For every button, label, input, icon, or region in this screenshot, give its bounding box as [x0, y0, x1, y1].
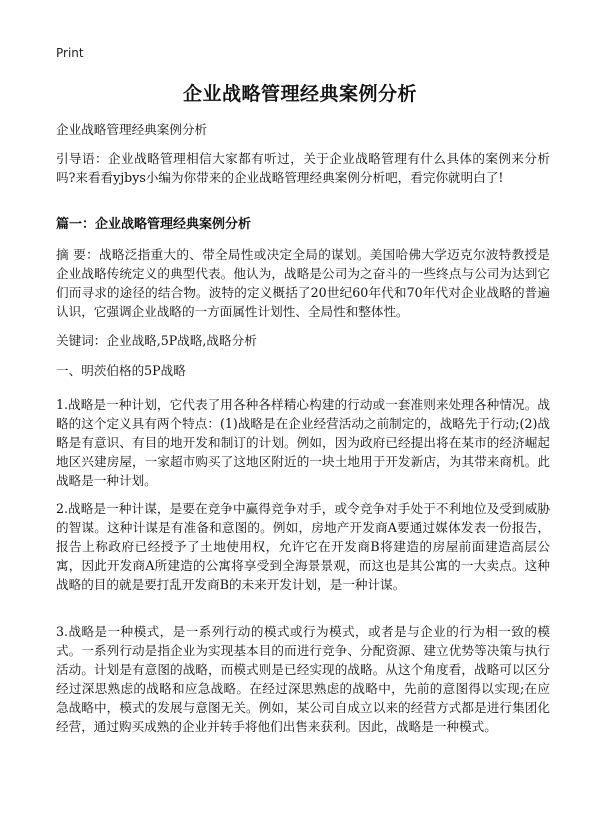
- document-title: 企业战略管理经典案例分析: [182, 83, 417, 105]
- print-label[interactable]: Print: [56, 46, 84, 60]
- intro-paragraph: 引导语：企业战略管理相信大家都有听过，关于企业战略管理有什么具体的案例来分析吗?来看看yjbys小编为你带来的企业战略管理经典案例分析吧，看完你就明白了!: [56, 151, 550, 185]
- document-subtitle: 企业战略管理经典案例分析: [56, 122, 208, 137]
- abstract-paragraph: 摘 要：战略泛指重大的、带全局性或决定全局的谋划。美国哈佛大学迈克尔波特教授是企业战略传统定义的典型代表。他认为，战略是公司为之奋斗的一些终点与公司为达到它们而寻求的途径的结合物。波特的定义概括了20世纪60年代和70年代对企业战略的普遍认识，它强调企业战略的一方面属性计划性、全局性和整体性。: [56, 247, 550, 319]
- paragraph-strategy-ploy: 2.战略是一种计谋，是要在竞争中赢得竞争对手，或令竞争对手处于不利地位及受到威胁的智谋。这种计谋是有准备和意图的。例如，房地产开发商A要通过媒体发表一份报告，报告上称政府已经授予了土地使用权，允许它在开发商B将建造的房屋前面建造高层公寓，因此开发商A所建造的公寓将享受到全海景景观，而这也是其公寓的一大卖点。这种战略的目的就是要打乱开发商B的未来开发计划，是一种计谋。: [56, 501, 550, 592]
- paragraph-strategy-plan: 1.战略是一种计划，它代表了用各种各样精心构建的行动或一套准则来处理各种情况。战略的这个定义具有两个特点：(1)战略是在企业经营活动之前制定的，战略先于行动;(2)战略是有意识、有目的地开发和制订的计划。例如，因为政府已经提出将在某市的经济崛起地区兴建房屋，一家超市购买了这地区附近的一块土地用于开发新店，为其带来商机。此战略是一种计划。: [56, 397, 550, 488]
- section-heading: 篇一：企业战略管理经典案例分析: [56, 217, 252, 232]
- section-1-title: 一、明茨伯格的5P战略: [56, 363, 186, 378]
- keywords-line: 关键词：企业战略,5P战略,战略分析: [56, 333, 257, 348]
- paragraph-strategy-pattern: 3.战略是一种模式，是一系列行动的模式或行为模式，或者是与企业的行为相一致的模式。一系列行动是指企业为实现基本目的而进行竞争、分配资源、建立优势等决策与执行活动。计划是有意图的战略，而模式则是已经实现的战略。从这个角度看，战略可以区分经过深思熟虑的战略和应急战略。在经过深思熟虑的战略中，先前的意图得以实现;在应急战略中，模式的发展与意图无关。例如，某公司自成立以来的经营方式都是进行集团化经营，通过购买成熟的企业并转手将他们出售来获利。因此，战略是一种模式。: [56, 624, 550, 734]
